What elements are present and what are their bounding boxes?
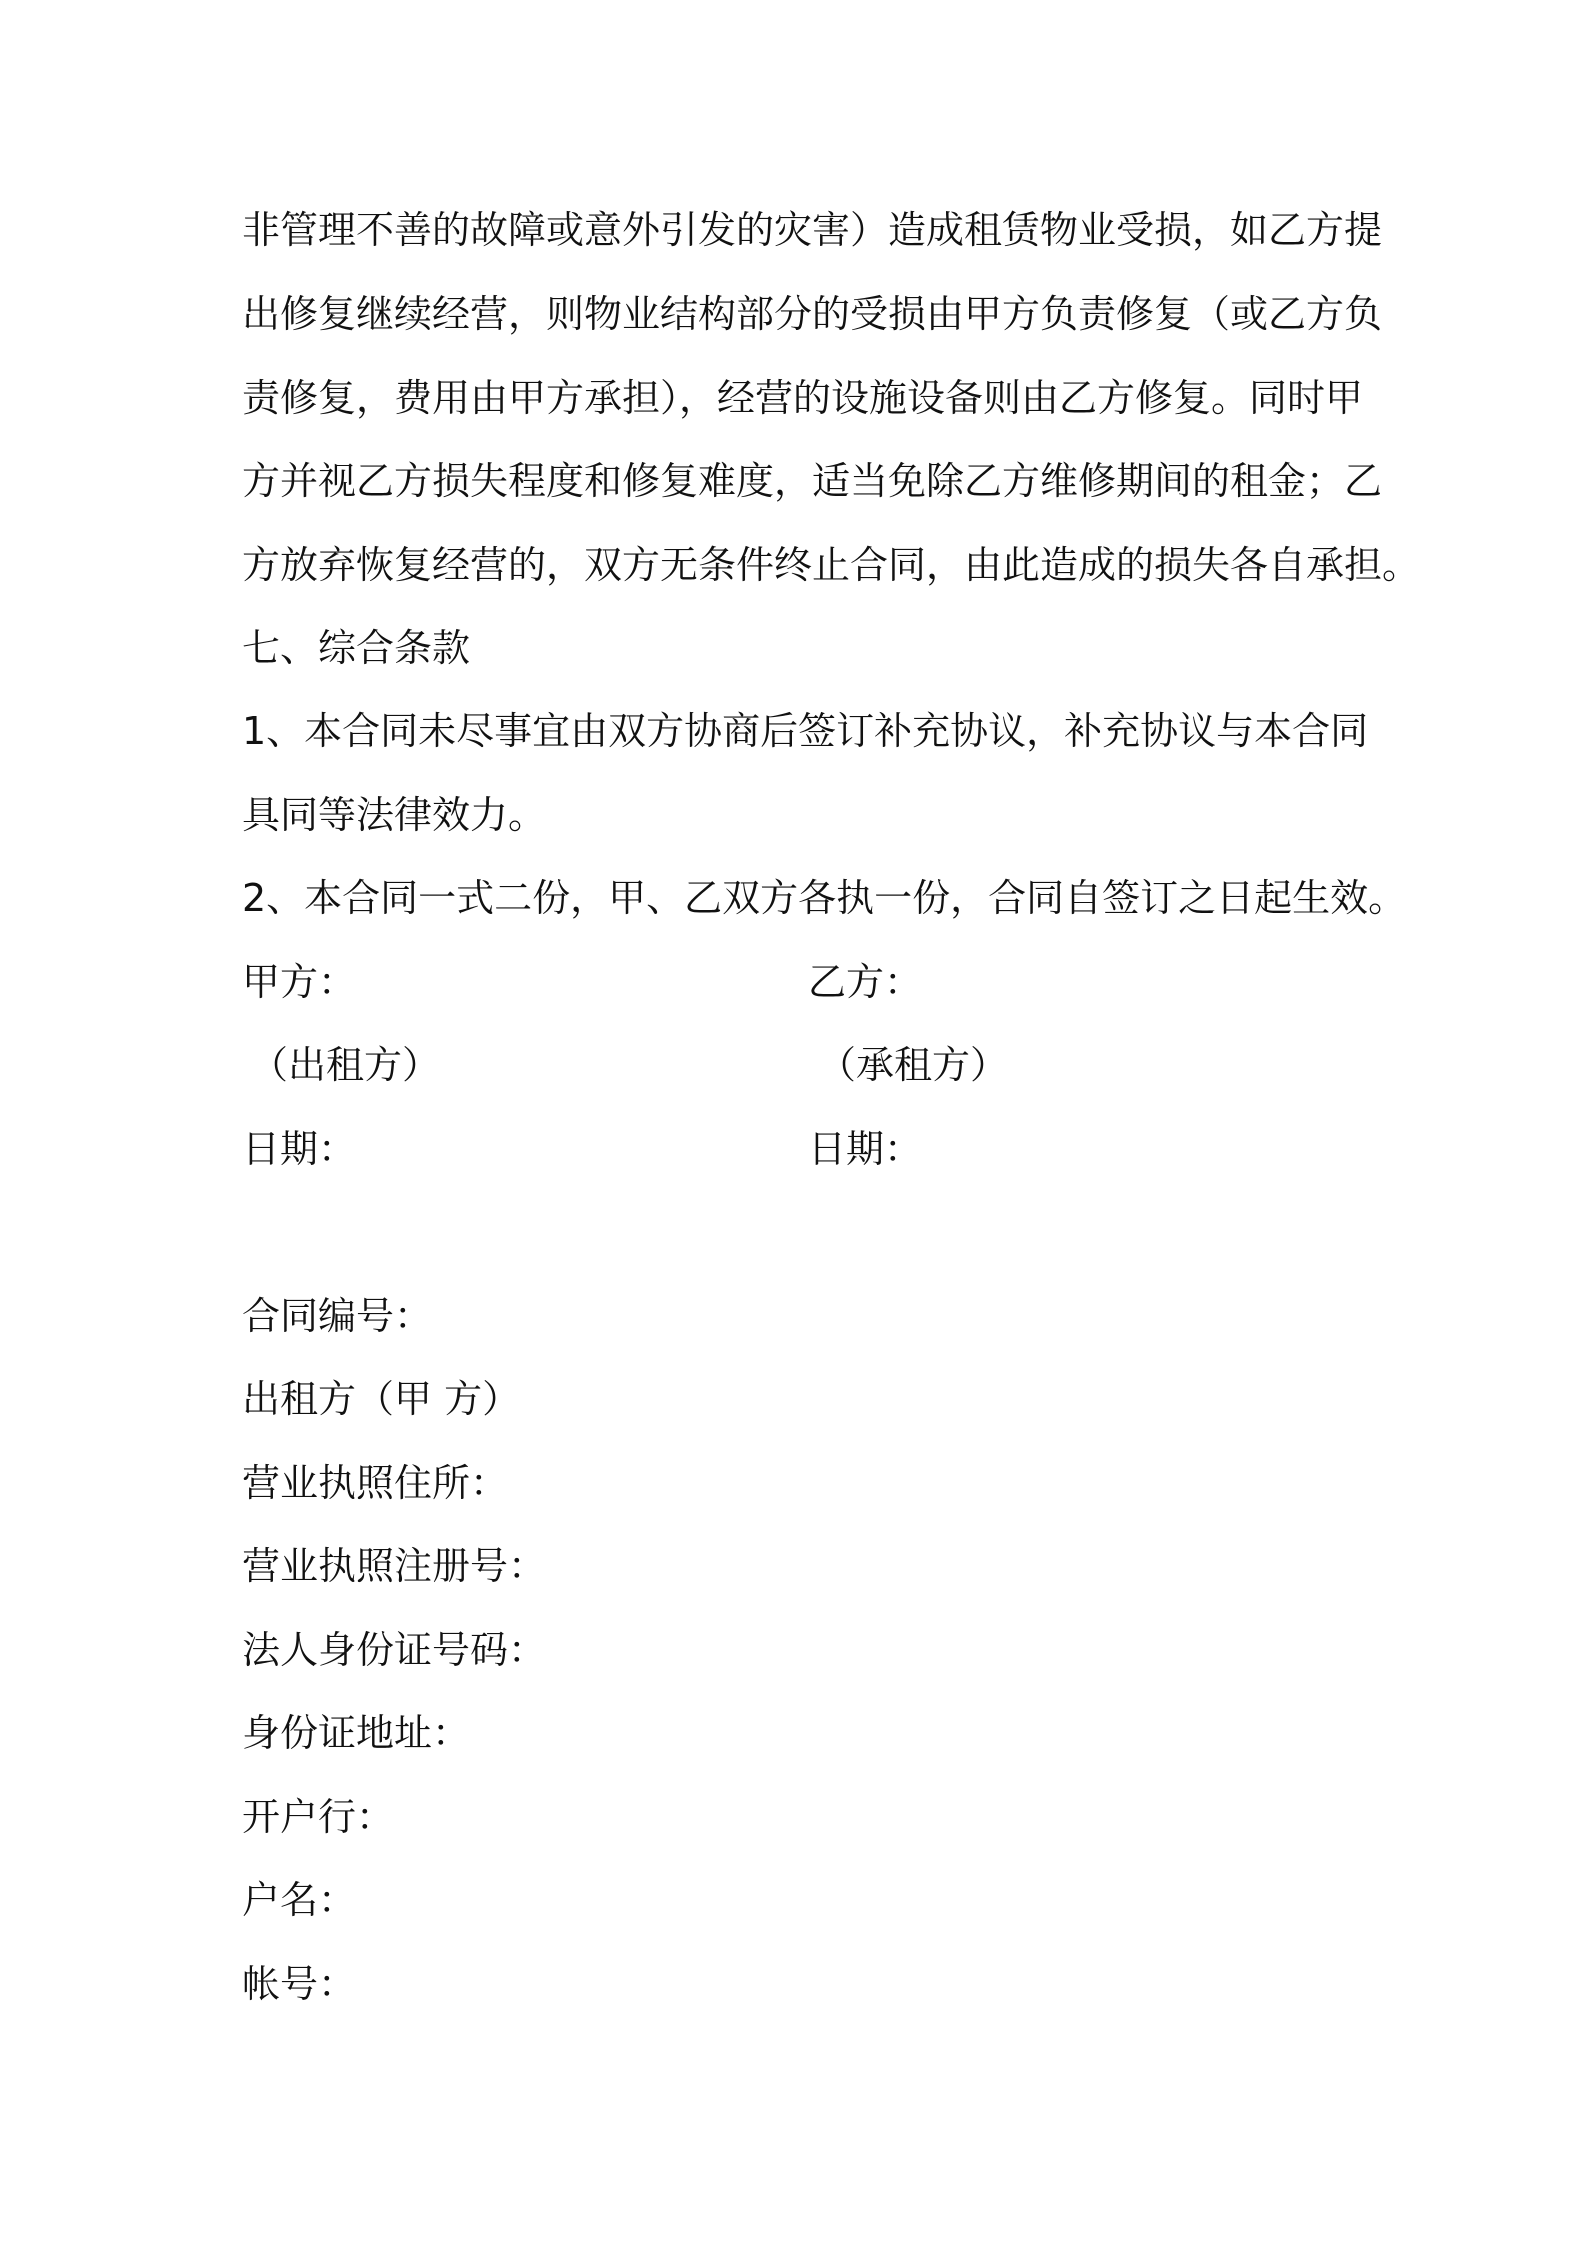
paragraph-line: 方放弃恢复经营的，双方无条件终止合同，由此造成的损失各自承担。 bbox=[242, 543, 1421, 587]
paragraph-line: 非管理不善的故障或意外引发的灾害）造成租赁物业受损，如乙方提 bbox=[242, 208, 1383, 252]
field-account-name: 户名： bbox=[242, 1878, 357, 1922]
clause-2: 2、本合同一式二份，甲、乙双方各执一份，合同自签订之日起生效。 bbox=[242, 876, 1407, 920]
section-heading: 七、综合条款 bbox=[242, 626, 471, 670]
clause-1-line: 1、本合同未尽事宜由双方协商后签订补充协议，补充协议与本合同 bbox=[242, 709, 1369, 753]
party-a-role: （出租方） bbox=[250, 1043, 441, 1087]
clause-1-line: 具同等法律效力。 bbox=[242, 793, 547, 837]
date-a-label: 日期： bbox=[242, 1127, 357, 1171]
field-account-number: 帐号： bbox=[242, 1962, 357, 2006]
field-id-address: 身份证地址： bbox=[242, 1711, 471, 1755]
field-lessor: 出租方（甲 方） bbox=[242, 1377, 521, 1421]
field-business-address: 营业执照住所： bbox=[242, 1461, 509, 1505]
field-contract-number: 合同编号： bbox=[242, 1294, 433, 1338]
date-b-label: 日期： bbox=[808, 1127, 923, 1171]
party-b-role: （承租方） bbox=[818, 1043, 1009, 1087]
paragraph-line: 出修复继续经营，则物业结构部分的受损由甲方负责修复（或乙方负 bbox=[242, 292, 1383, 336]
party-b-label: 乙方： bbox=[808, 960, 923, 1004]
field-registration-number: 营业执照注册号： bbox=[242, 1544, 547, 1588]
party-a-label: 甲方： bbox=[242, 960, 357, 1004]
paragraph-line: 方并视乙方损失程度和修复难度，适当免除乙方维修期间的租金；乙 bbox=[242, 459, 1383, 503]
field-bank: 开户行： bbox=[242, 1795, 395, 1839]
field-legal-id-number: 法人身份证号码： bbox=[242, 1628, 547, 1672]
paragraph-line: 责修复，费用由甲方承担），经营的设施设备则由乙方修复。同时甲 bbox=[242, 376, 1364, 420]
